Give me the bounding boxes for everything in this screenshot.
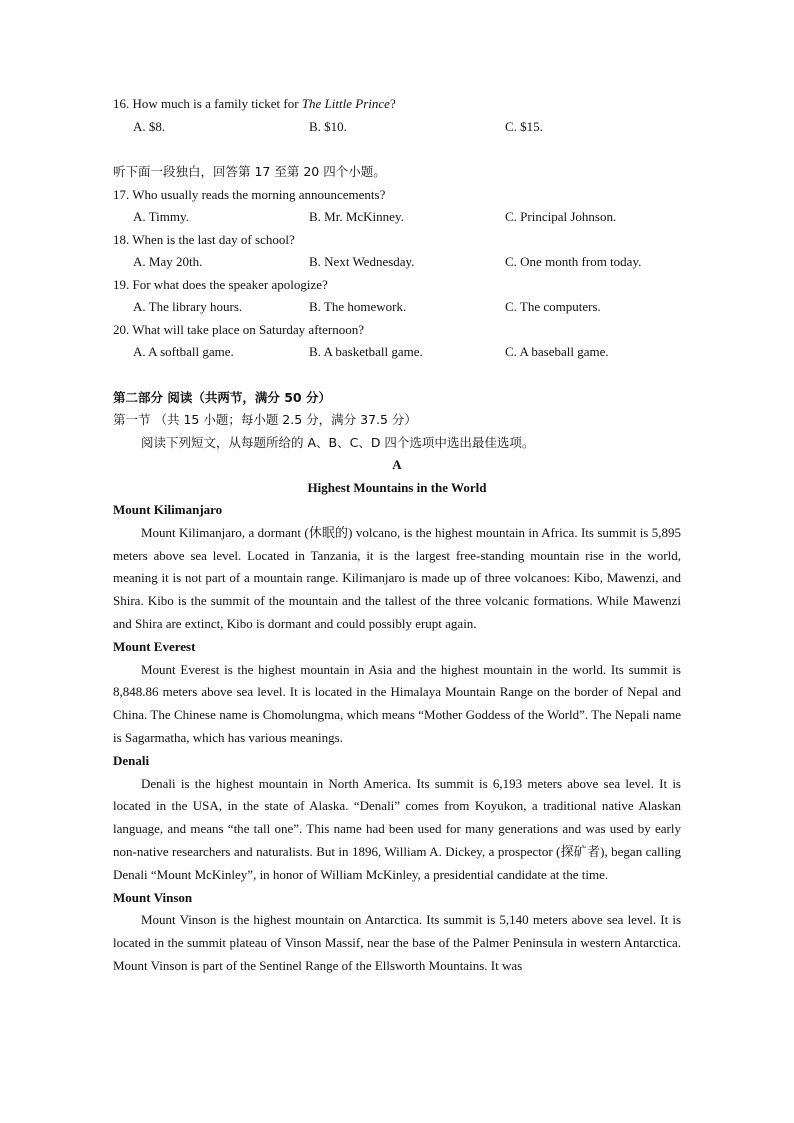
option-a: A. A softball game. [133,344,234,359]
option-a: A. Timmy. [133,209,189,224]
mountain-heading-kilimanjaro: Mount Kilimanjaro [113,502,223,517]
mountain-paragraph-kilimanjaro: Mount Kilimanjaro, a dormant (休眠的) volcano, is the highest mountain in Africa. Its summit is 5,895 meters above sea level. Located in Tanzania, it is the largest free-standing mountain rise in the world, meaning it is not part of a mountain range. Kilimanjaro is made up of three volcanoes: Kibo, Mawenzi, and Shira. Kibo is the summit of the mountain and the tallest of the three volcanic formations. While Mawenzi and Shira are extinct, Kibo is dormant and could possibly erupt again. [113,524,681,631]
exam-page [113,93,681,978]
part-title: 第二部分 阅读（共两节，满分 50 分） [113,389,331,405]
section-title: 第一节 （共 15 小题；每小题 2.5 分，满分 37.5 分） [113,412,417,427]
option-b: B. Next Wednesday. [309,254,415,269]
question-19-options [113,296,681,319]
option-b: B. The homework. [309,299,407,314]
question-16-options [113,116,681,139]
mountain-heading-vinson: Mount Vinson [113,889,193,905]
option-c: C. The computers. [505,299,601,314]
question-19: 19. For what does the speaker apologize? [113,276,328,292]
option-c: C. $15. [505,118,543,134]
mountain-paragraph-vinson: Mount Vinson is the highest mountain on Antarctica. Its summit is 5,140 meters above sea level. It is located in the summit plateau of Vinson Massif, near the base of the Palmer Peninsula in western Antarctica. Mount Vinson is part of the Sentinel Range of the Ellsworth Mountains. It was [113,912,681,973]
question-18: 18. When is the last day of school? [113,231,295,247]
passage-title: Highest Mountains in the World [307,479,487,495]
book-title: The Little Prince [301,96,390,111]
reading-instruction: 阅读下列短文，从每题所给的 A、B、C、D 四个选项中选出最佳选项。 [141,434,535,450]
option-b: B. Mr. McKinney. [309,209,404,224]
option-c: C. Principal Johnson. [505,209,617,224]
option-b: B. $10. [309,118,347,134]
question-20: 20. What will take place on Saturday afternoon? [113,321,365,337]
mountain-paragraph-everest: Mount Everest is the highest mountain in Asia and the highest mountain in the world. Its summit is 8,848.86 meters above sea level. It is located in the Himalaya Mountain Range on the border of Nepal and China. The Chinese name is Chomolungma, which means “Mother Goddess of the World”. The Nepali name is Sagarmatha, which has various meanings. [113,661,681,745]
option-c: C. A baseball game. [505,344,609,359]
mountain-heading-everest: Mount Everest [113,638,196,654]
question-17-options [113,206,681,229]
question-16: 16. How much is a family ticket for The Little Prince? [113,96,396,111]
question-20-options [113,341,681,364]
mountain-paragraph-denali: Denali is the highest mountain in North America. Its summit is 6,193 meters above sea level. It is located in the USA, in the state of Alaska. “Denali” comes from Koyukon, a traditional native Alaskan language, and means “the tall one”. This name had been used for many generations and was used by early non-native researchers and naturalists. But in 1896, William A. Dickey, a prospector (探矿者), began calling Denali “Mount McKinley”, in honor of William McKinley, a presidential candidate at the time. [113,775,681,882]
option-a: A. May 20th. [133,254,203,269]
option-c: C. One month from today. [505,254,642,269]
question-18-options [113,251,681,274]
option-a: A. The library hours. [133,299,243,314]
passage-letter: A [392,457,402,472]
question-17: 17. Who usually reads the morning announcements? [113,186,386,202]
option-a: A. $8. [133,118,166,134]
option-b: B. A basketball game. [309,344,423,359]
mountain-heading-denali: Denali [113,752,150,768]
listening-instruction: 听下面一段独白，回答第 17 至第 20 四个小题。 [113,164,386,179]
